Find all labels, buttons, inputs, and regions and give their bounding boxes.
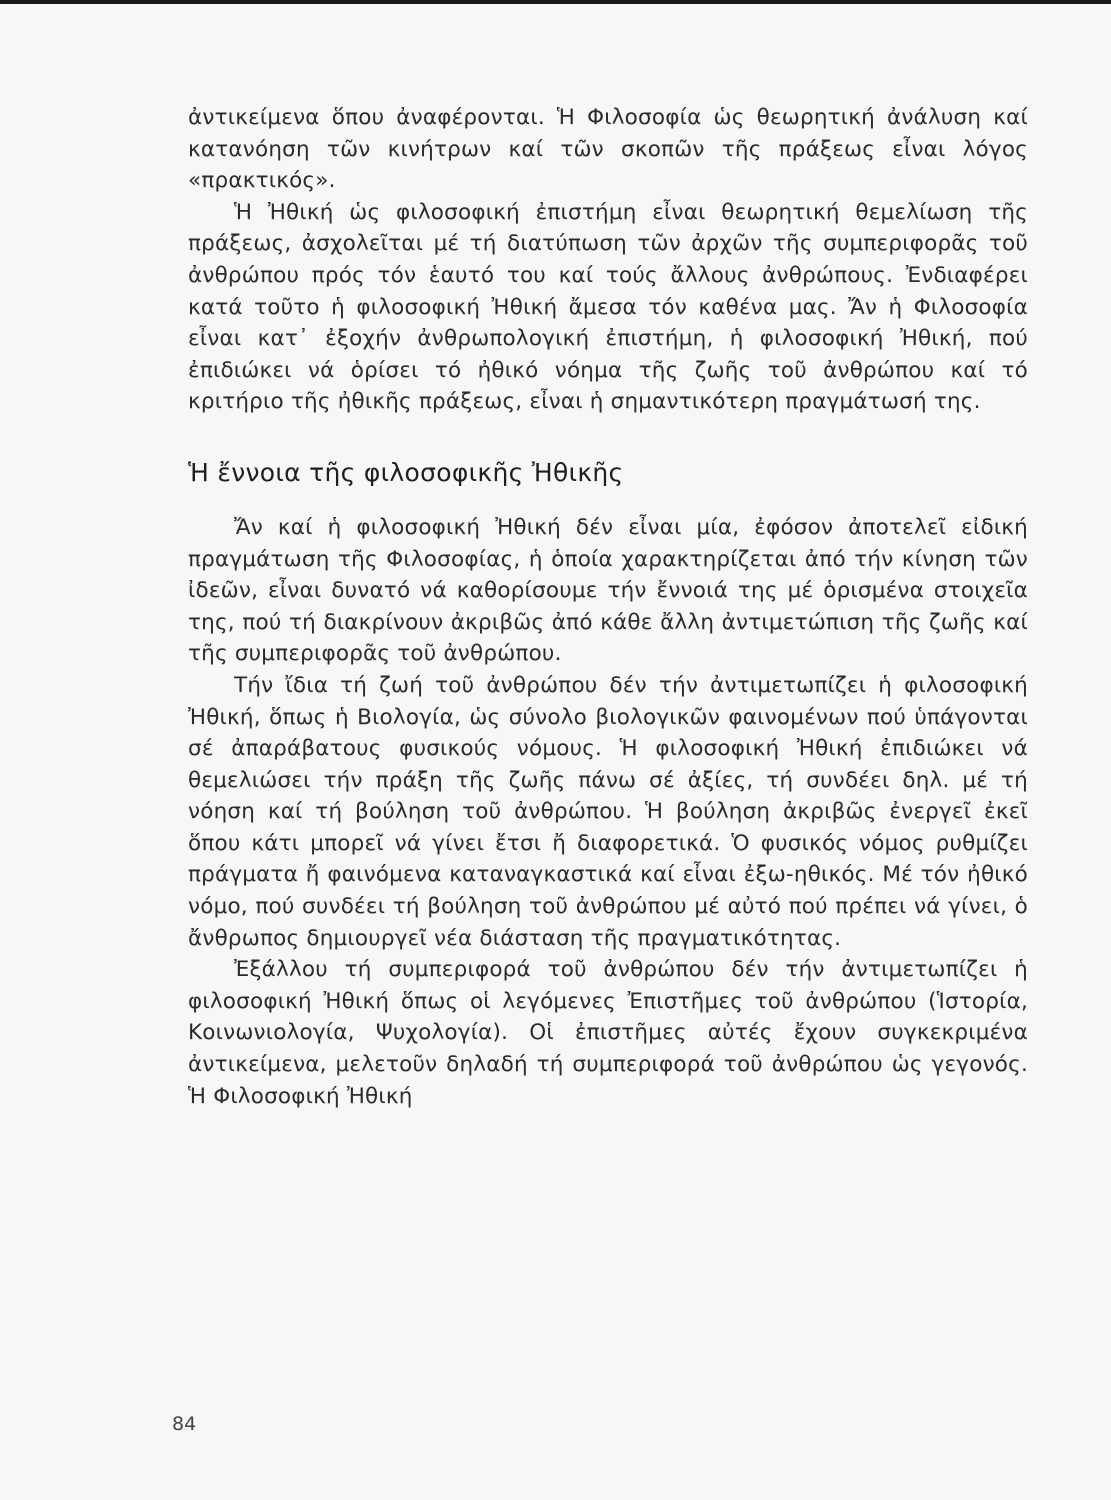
- page-number: 84: [172, 1413, 197, 1435]
- paragraph-life-biology: Τήν ἴδια τή ζωή τοῦ ἀνθρώπου δέν τήν ἀντιμετωπίζει ἡ φιλοσοφική Ἠθική, ὅπως ἡ Βιολογία, ὡς σύνολο βιολογικῶν φαινομένων πού ὑπάγονται σέ ἀπαράβατους φυσικούς νόμους. Ἡ φιλοσοφική Ἠθική ἐπιδιώκει νά θεμελιώσει τήν πράξη τῆς ζωῆς πάνω σέ ἀξίες, τή συνδέει δηλ. μέ τή νόηση καί τή βούληση τοῦ ἀνθρώπου. Ἡ βούληση ἀκριβῶς ἐνεργεῖ ἐκεῖ ὅπου κάτι μπορεῖ νά γίνει ἔτσι ἤ διαφορετικά. Ὁ φυσικός νόμος ρυθμίζει πράγματα ἤ φαινόμενα καταναγκαστικά καί εἶναι ἐξω-ηθικός. Μέ τόν ἠθικό νόμο, πού συνδέει τή βούληση τοῦ ἀνθρώπου μέ αὐτό πού πρέπει νά γίνει, ὁ ἄνθρωπος δημιουργεῖ νέα διάσταση τῆς πραγματικότητας.: [188, 672, 1028, 951]
- paragraph-human-sciences: Ἐξάλλου τή συμπεριφορά τοῦ ἀνθρώπου δέν τήν ἀντιμετωπίζει ἡ φιλοσοφική Ἠθική ὅπως οἱ λεγόμενες Ἐπιστῆμες τοῦ ἀνθρώπου (Ἱστορία, Κοινωνιολογία, Ψυχολογία). Οἱ ἐπιστῆμες αὐτές ἔχουν συγκεκριμένα ἀντικείμενα, μελετοῦν δηλαδή τή συμπεριφορά τοῦ ἀνθρώπου ὡς γεγονός. Ἡ Φιλοσοφική Ἠθική: [188, 957, 1028, 1109]
- paragraph-ethics-definition: Ἡ Ἠθική ὡς φιλοσοφική ἐπιστήμη εἶναι θεωρητική θεμελίωση τῆς πράξεως, ἀσχολεῖται μέ τή διατύπωση τῶν ἀρχῶν τῆς συμπεριφορᾶς τοῦ ἀνθρώπου πρός τόν ἑαυτό του καί τούς ἄλλους ἀνθρώπους. Ἐνδιαφέρει κατά τοῦτο ἡ φιλοσοφική Ἠθική ἄμεσα τόν καθένα μας. Ἄν ἡ Φιλοσοφία εἶναι κατ᾽ ἐξοχήν ἀνθρωπολογική ἐπιστήμη, ἡ φιλοσοφική Ἠθική, πού ἐπιδιώκει νά ὁρίσει τό ἠθικό νόημα τῆς ζωῆς τοῦ ἀνθρώπου καί τό κριτήριο τῆς ἠθικῆς πράξεως, εἶναι ἡ σημαντικότερη πραγμάτωσή της.: [188, 199, 1028, 415]
- section-heading: Ἡ ἔννοια τῆς φιλοσοφικῆς Ἠθικῆς: [188, 457, 624, 487]
- page-body: [188, 102, 1028, 1112]
- paragraph-continuation: ἀντικείμενα ὅπου ἀναφέρονται. Ἡ Φιλοσοφία ὡς θεωρητική ἀνάλυση καί κατανόηση τῶν κινήτρων καί τῶν σκοπῶν τῆς πράξεως εἶναι λόγος «πρακτικός».: [188, 105, 1028, 194]
- scan-top-edge: [0, 0, 1111, 4]
- paragraph-concept: Ἄν καί ἡ φιλοσοφική Ἠθική δέν εἶναι μία, ἐφόσον ἀποτελεῖ εἰδική πραγμάτωση τῆς Φιλοσοφίας, ἡ ὁποία χαρακτηρίζεται ἀπό τήν κίνηση τῶν ἰδεῶν, εἶναι δυνατό νά καθορίσουμε τήν ἔννοιά της μέ ὁρισμένα στοιχεῖα της, πού τή διακρίνουν ἀκριβῶς ἀπό κάθε ἄλλη ἀντιμετώπιση τῆς ζωῆς καί τῆς συμπεριφορᾶς τοῦ ἀνθρώπου.: [188, 514, 1028, 667]
